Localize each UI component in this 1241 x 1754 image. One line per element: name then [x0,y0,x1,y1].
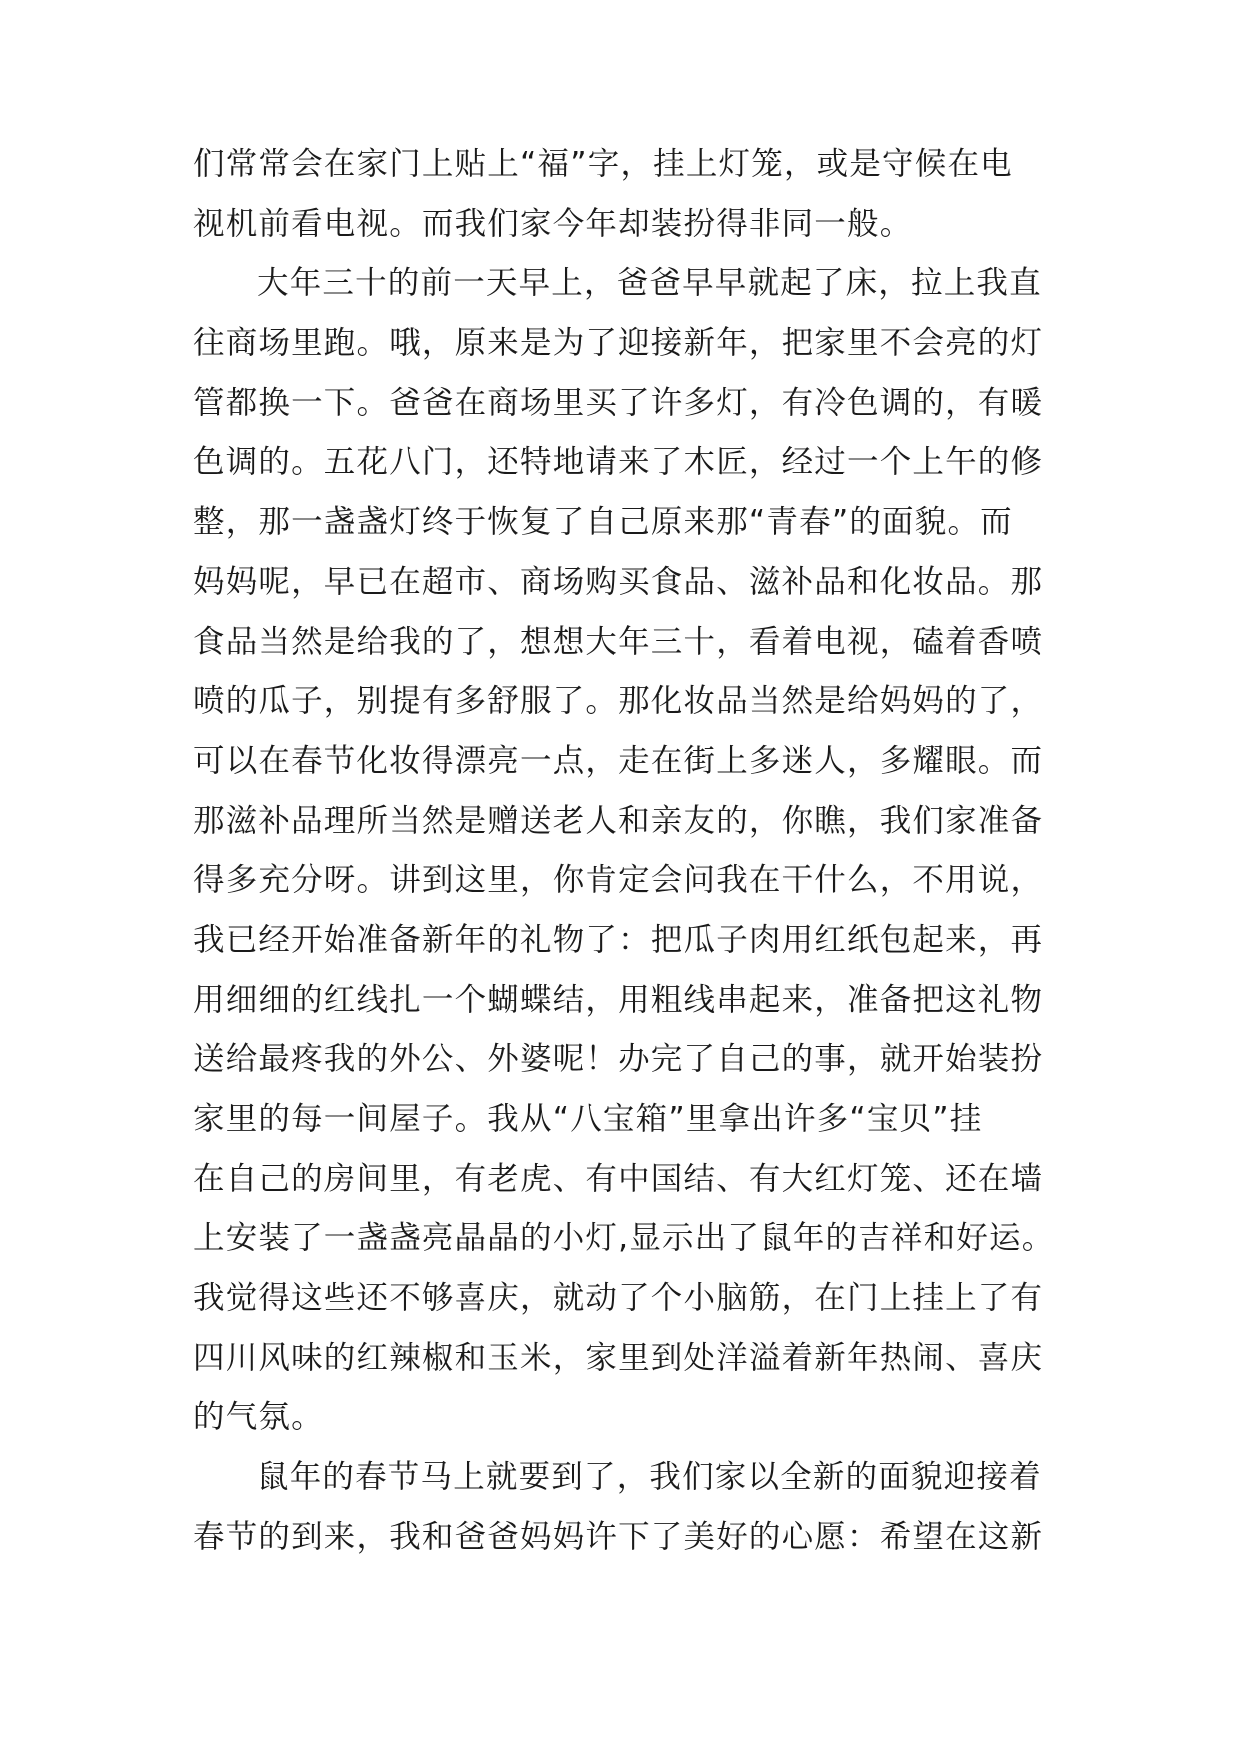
paragraph-start-line: 大年三十的前一天早上，爸爸早早就起了床，拉上我直 [257,265,1042,302]
text-line: 那滋补品理所当然是赠送老人和亲友的，你瞧，我们家准备 [193,802,1044,839]
text-line: 可以在春节化妆得漂亮一点，走在街上多迷人，多耀眼。而 [193,742,1044,779]
text-line: 我觉得这些还不够喜庆，就动了个小脑筋，在门上挂上了有 [193,1280,1044,1317]
text-line: 在自己的房间里，有老虎、有中国结、有大红灯笼、还在墙 [193,1160,1044,1197]
text-line: 往商场里跑。哦，原来是为了迎接新年，把家里不会亮的灯 [193,325,1044,362]
text-line: 喷的瓜子，别提有多舒服了。那化妆品当然是给妈妈的了， [193,683,1044,720]
body-text [193,135,1073,1568]
text-line: 整，那一盏盏灯终于恢复了自己原来那“青春”的面貌。而 [193,504,1013,541]
paragraph-start-line: 鼠年的春节马上就要到了，我们家以全新的面貌迎接着 [257,1459,1042,1496]
text-line: 视机前看电视。而我们家今年却装扮得非同一般。 [193,205,913,242]
text-line: 得多充分呀。讲到这里，你肯定会问我在干什么，不用说， [193,862,1044,899]
text-line: 食品当然是给我的了，想想大年三十，看着电视，磕着香喷 [193,623,1044,660]
text-line: 的气氛。 [193,1399,324,1436]
text-line: 用细细的红线扎一个蝴蝶结，用粗线串起来，准备把这礼物 [193,981,1044,1018]
text-line: 色调的。五花八门，还特地请来了木匠，经过一个上午的修 [193,444,1044,481]
text-line: 上安装了一盏盏亮晶晶的小灯,显示出了鼠年的吉祥和好运。 [193,1220,1055,1257]
text-line: 送给最疼我的外公、外婆呢！办完了自己的事，就开始装扮 [193,1041,1044,1078]
text-line: 们常常会在家门上贴上“福”字，挂上灯笼，或是守候在电 [193,146,1013,182]
text-line: 我已经开始准备新年的礼物了：把瓜子肉用红纸包起来，再 [193,921,1044,958]
text-line: 管都换一下。爸爸在商场里买了许多灯，有冷色调的，有暖 [193,384,1044,421]
text-line: 妈妈呢，早已在超市、商场购买食品、滋补品和化妆品。那 [193,563,1044,600]
text-line: 春节的到来，我和爸爸妈妈许下了美好的心愿：希望在这新 [193,1518,1044,1555]
text-line: 家里的每一间屋子。我从“八宝箱”里拿出许多“宝贝”挂 [193,1101,983,1137]
text-line: 四川风味的红辣椒和玉米，家里到处洋溢着新年热闹、喜庆 [193,1339,1044,1376]
